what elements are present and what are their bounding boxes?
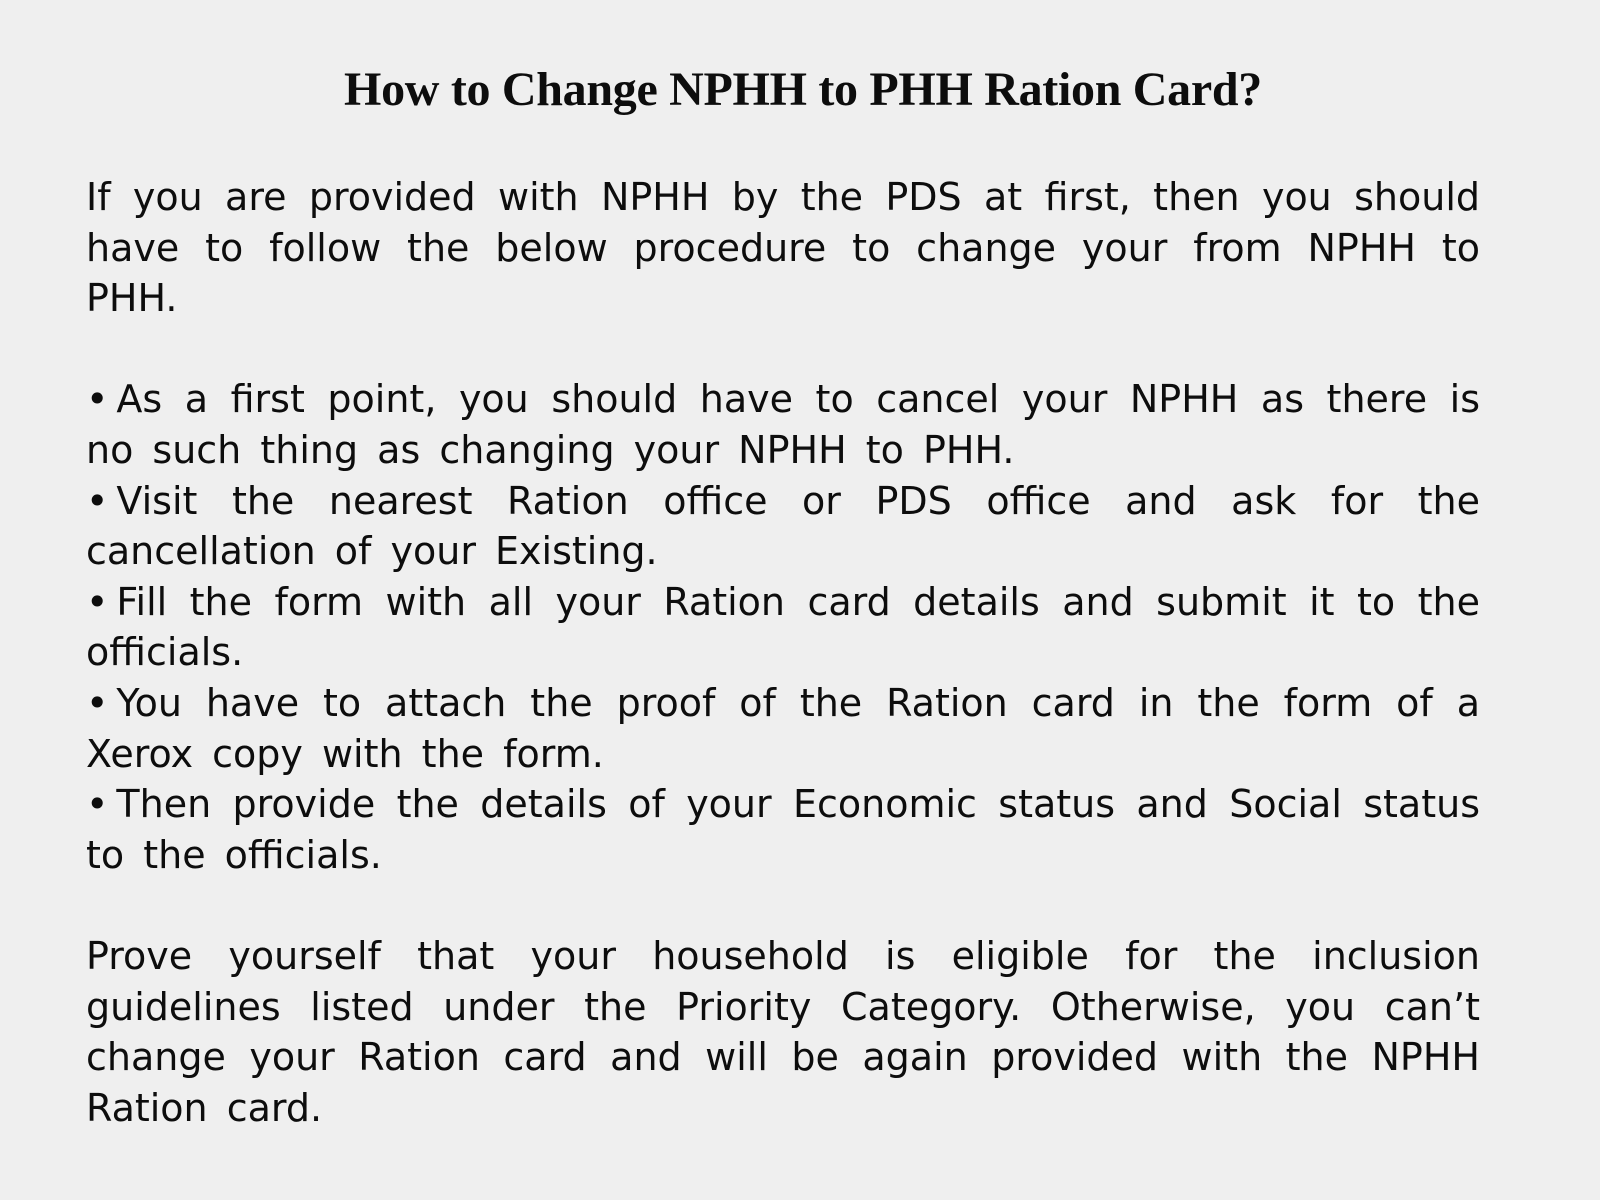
step-text: As a first point, you should have to cancel your NPHH as there is no such thing as changing your NPHH to PHH. (86, 377, 1480, 472)
paragraph-spacer (86, 324, 1480, 375)
bullet-icon: • (86, 377, 109, 422)
list-item (86, 476, 1480, 577)
steps-list (86, 374, 1480, 880)
step-text: Then provide the details of your Economic status and Social status to the officials. (86, 782, 1480, 877)
document-body (86, 172, 1480, 1133)
bullet-icon: • (86, 782, 109, 827)
step-text: You have to attach the proof of the Ration card in the form of a Xerox copy with the form. (86, 680, 1480, 776)
paragraph-spacer (86, 880, 1480, 931)
intro-paragraph: If you are provided with NPHH by the PDS at first, then you should have to follow the below procedure to change your from NPHH to PHH. (86, 175, 1480, 321)
page-title: How to Change NPHH to PHH Ration Card? (344, 63, 1262, 116)
conclusion-paragraph: Prove yourself that your household is eligible for the inclusion guidelines listed under the Priority Category. Otherwise, you can’t change your Ration card and will be again provided with the NPHH Ration card. (86, 933, 1480, 1130)
list-item (86, 577, 1480, 678)
list-item (86, 374, 1480, 475)
bullet-icon: • (86, 579, 109, 624)
list-item (86, 678, 1480, 779)
bullet-icon: • (86, 478, 109, 523)
step-text: Fill the form with all your Ration card details and submit it to the officials. (86, 579, 1480, 675)
list-item (86, 779, 1480, 880)
bullet-icon: • (86, 680, 109, 725)
step-text: Visit the nearest Ration office or PDS office and ask for the cancellation of your Existing. (86, 478, 1480, 574)
